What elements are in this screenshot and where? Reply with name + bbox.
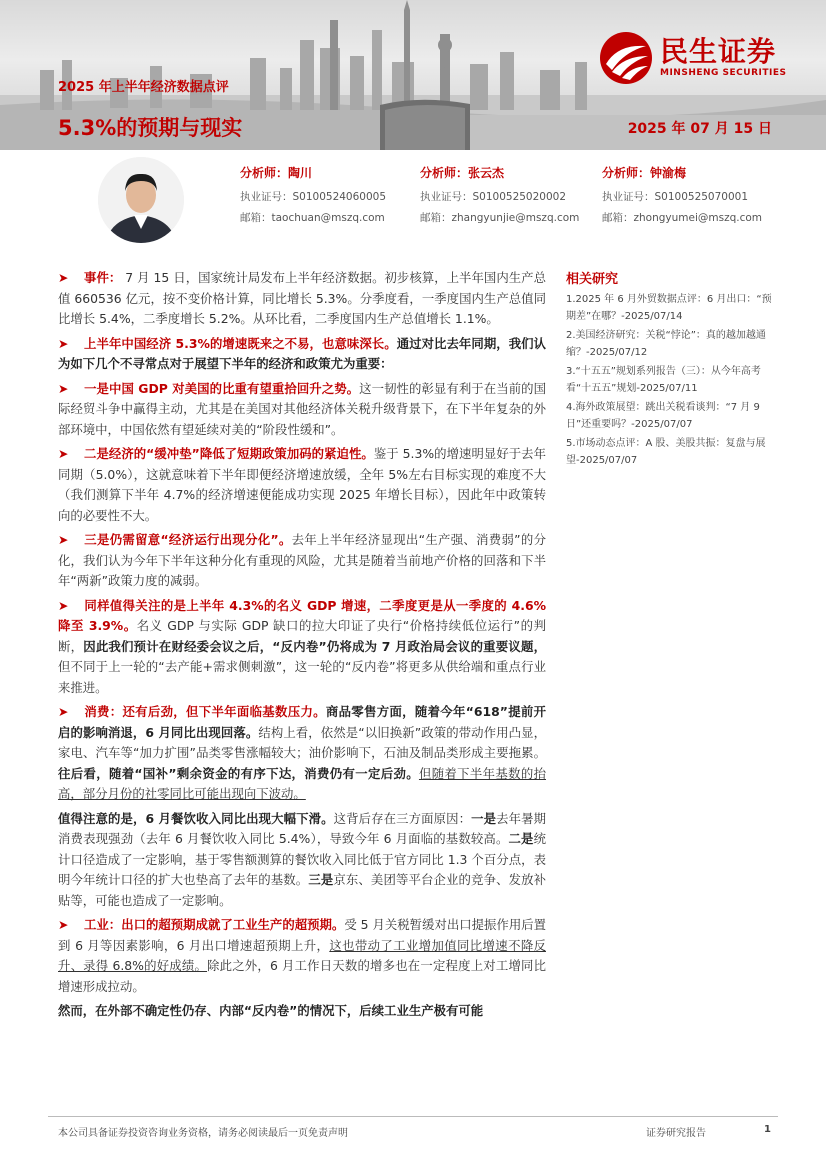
bullet-arrow-icon: ➤ — [58, 270, 69, 285]
header-banner — [0, 0, 826, 150]
related-research-item[interactable]: 1.2025 年 6 月外贸数据点评：6 月出口：“预期差”在哪？-2025/07/14 — [566, 294, 772, 322]
bullet-arrow-icon: ➤ — [58, 704, 69, 719]
bullet-arrow-icon: ➤ — [58, 446, 69, 461]
analyst-2-email: 邮箱：zhangyunjie@mszq.com — [420, 212, 580, 224]
bullet-arrow-icon: ➤ — [58, 532, 69, 547]
report-body — [58, 268, 546, 1026]
footer-divider — [48, 1116, 778, 1117]
bullet-arrow-icon: ➤ — [58, 335, 69, 351]
related-research-item[interactable]: 2.美国经济研究：关税“悖论”：真的越加越通缩？-2025/07/12 — [566, 330, 766, 358]
analyst-photo — [98, 157, 184, 243]
related-research-item[interactable]: 4.海外政策展望：跳出关税看谈判：“7 月 9 日”还重要吗？-2025/07/07 — [566, 402, 760, 430]
paragraph-industry: ➤ 工业：出口的超预期成就了工业生产的超预期。受 5 月关税暂缓对出口提振作用后置到 6 月等因素影响，6 月出口增速超预期上升，这也带动了工业增加值同比增速不降反升、录得 6.8%的好成绩。除此之外，6 月工作日天数的增多也在一定程度上对工增同比增速形成拉动。 — [58, 917, 547, 994]
paragraph-consumption: ➤ 消费：还有后劲，但下半年面临基数压力。商品零售方面，随着今年“618”提前开启的影响消退，6 月同比出现回落。结构上看，依然是“以旧换新”政策的带动作用凸显，家电、汽车等“加力扩围”品类零售涨幅较大；油价影响下，石油及制品类形成主要拖累。往后看，随着“国补”剩余资金的有序下达，消费仍有一定后劲。但随着下半年基数的抬高，部分月份的社零同比可能出现向下波动。 — [58, 704, 547, 801]
report-title: 5.3%的预期与现实 — [58, 116, 243, 140]
minsheng-logo-icon — [598, 30, 654, 86]
analyst-3-name: 分析师：钟渝梅 — [602, 166, 687, 180]
paragraph-point-1: ➤ 一是中国 GDP 对美国的比重有望重拾回升之势。这一韧性的彰显有利于在当前的国际经贸斗争中赢得主动，尤其是在美国对其他经济体关税升级背景下，在下半年复杂的外部环境中，中国依然有望延续对美的“阶段性缓和”。 — [58, 380, 547, 437]
bullet-arrow-icon: ➤ — [58, 917, 69, 932]
footer-disclaimer: 本公司具备证券投资咨询业务资格，请务必阅读最后一页免责声明 — [58, 1128, 348, 1139]
analyst-1 — [240, 164, 386, 231]
analyst-1-email: 邮箱：taochuan@mszq.com — [240, 212, 385, 224]
minsheng-logo — [598, 30, 808, 86]
related-research-title: 相关研究 — [566, 272, 619, 287]
logo-chinese-text: 民生证券 — [660, 35, 777, 68]
related-research-item[interactable]: 5.市场动态点评：A 股、美股共振：复盘与展望-2025/07/07 — [566, 438, 766, 466]
analyst-3-email: 邮箱：zhongyumei@mszq.com — [602, 212, 763, 224]
analyst-1-cert: 执业证号：S0100524060005 — [240, 191, 387, 203]
footer-report-type: 证券研究报告 — [646, 1128, 706, 1139]
bullet-arrow-icon: ➤ — [58, 597, 69, 613]
paragraph-summary: ➤ 上半年中国经济 5.3%的增速既来之不易，也意味深长。通过对比去年同期，我们认为如下几个不寻常点对于展望下半年的经济和政策尤为重要： — [58, 335, 546, 371]
analyst-2 — [420, 164, 579, 231]
analyst-avatar — [98, 157, 184, 243]
analyst-3 — [602, 164, 762, 231]
paragraph-outlook: 然而，在外部不确定性仍存、内部“反内卷”的情况下，后续工业生产极有可能 — [58, 1003, 484, 1018]
analyst-1-name: 分析师：陶川 — [240, 166, 313, 180]
paragraph-catering: 值得注意的是，6 月餐饮收入同比出现大幅下滑。这背后存在三方面原因：一是去年暑期消费表现强劲（去年 6 月餐饮收入同比 5.4%），导致今年 6 月面临的基数较高。二是统计口径造成了一定影响，基于零售额测算的餐饮收入同比低于官方同比 1.3 个百分点，表明今年统计口径的扩大也垫高了去年的基数。三是京东、美团等平台企业的竞争、发放补贴等，可能也造成了一定影响。 — [58, 810, 547, 908]
logo-english-text: MINSHENG SECURITIES — [660, 68, 787, 78]
analyst-2-cert: 执业证号：S0100525020002 — [420, 191, 567, 203]
analyst-2-name: 分析师：张云杰 — [420, 166, 505, 180]
paragraph-point-3: ➤ 三是仍需留意“经济运行出现分化”。去年上半年经济显现出“生产强、消费弱”的分化，我们认为今年下半年这种分化有重现的风险，尤其是随着当前地产价格的回落和下半年“两新”政策力度的减弱。 — [58, 532, 546, 588]
paragraph-nominal-gdp: ➤ 同样值得关注的是上半年 4.3%的名义 GDP 增速，二季度更是从一季度的 4.6%降至 3.9%。名义 GDP 与实际 GDP 缺口的拉大印证了央行“价格持续低位运行”的判断，因此我们预计在财经委会议之后，“反内卷”仍将成为 7 月政治局会议的重要议题，但不同于上一轮的“去产能+需求侧刺激”，这一轮的“反内卷”将更多从供给端和重点行业来推进。 — [58, 597, 546, 695]
page-number: 1 — [764, 1124, 771, 1135]
paragraph-point-2: ➤ 二是经济的“缓冲垫”降低了短期政策加码的紧迫性。鉴于 5.3%的增速明显好于去年同期（5.0%），这就意味着下半年即便经济增速放缓，全年 5%左右目标实现的难度不大（我们测算下半年 4.7%的经济增速便能成功实现 2025 年增长目标），因此年中政策转向的必要性不大。 — [58, 446, 546, 523]
related-research-item[interactable]: 3.“十五五”规划系列报告（三）：从今年高考看“十五五”规划-2025/07/11 — [566, 366, 761, 394]
paragraph-event: ➤ 事件： 7 月 15 日，国家统计局发布上半年经济数据。初步核算，上半年国内生产总值 660536 亿元，按不变价格计算，同比增长 5.3%。分季度看，一季度国内生产总值同比增长 5.4%，二季度增长 5.2%。从环比看，二季度国内生产总值增长 1.1%。 — [58, 270, 547, 326]
report-date: 2025 年 07 月 15 日 — [627, 121, 772, 137]
analyst-3-cert: 执业证号：S0100525070001 — [602, 191, 749, 203]
related-research-sidebar — [566, 268, 780, 471]
report-series: 2025 年上半年经济数据点评 — [58, 80, 229, 95]
bullet-arrow-icon: ➤ — [58, 380, 69, 396]
